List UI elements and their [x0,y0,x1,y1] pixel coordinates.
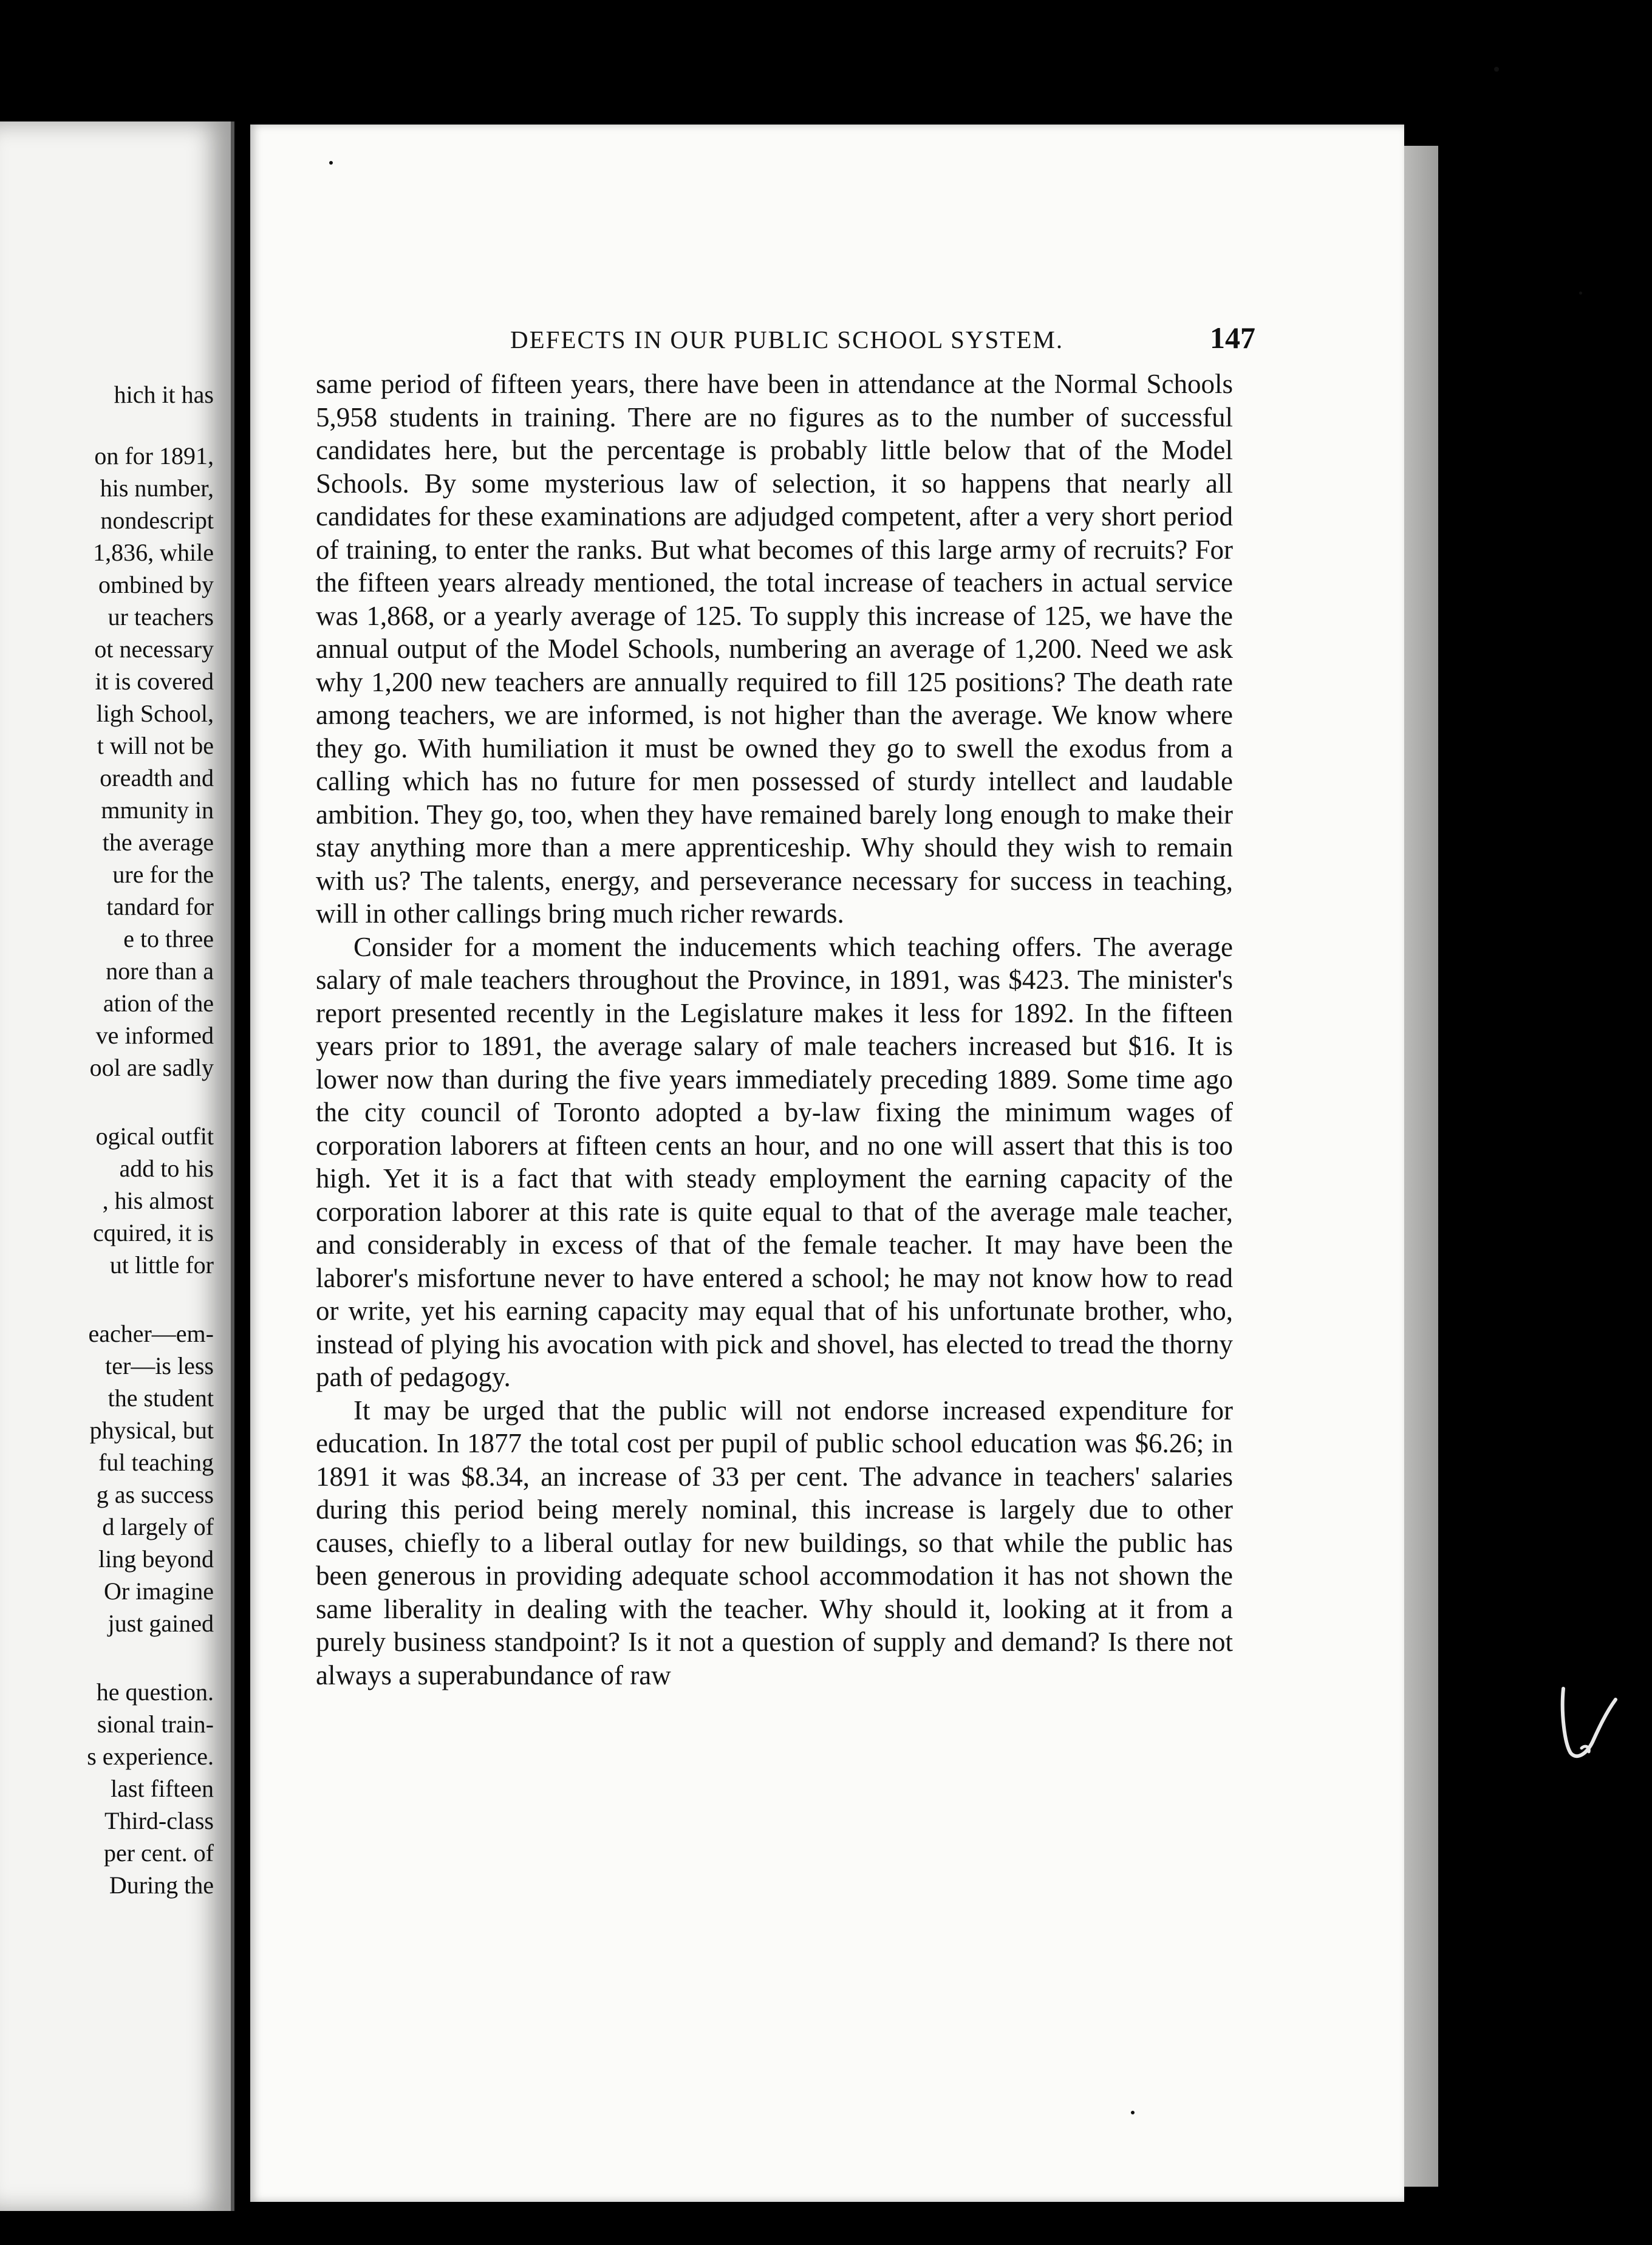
paragraph: It may be urged that the public will not endorse increased expenditure for education. In 1877 the total cost per pupil of public school education was $6.26; in 1891 it was $8.34, an increase of 33 per cent. The advance in teachers' salaries during this period being merely nominal, this increase is largely due to other causes, chiefly to a liberal outlay for new buildings, so that while the public has been generous in providing adequate school accommodation it has not shown the same liberality in dealing with the teacher. Why should it, looking at it from a purely business standpoint? Is it not a question of supply and demand? Is there not always a superabundance of raw [316,1395,1233,1690]
left-page-line: ool are sadly [89,1054,214,1081]
left-page-line: mmunity in [101,796,214,824]
speck [329,161,333,165]
paragraph: Consider for a moment the inducements which teaching offers. The average salary of male teachers throughout the Province, in 1891, was $423. The minister's report presented recently in the Legislature makes it less for 1892. In the fifteen years prior to 1891, the average salary of male teachers increased but $16. It is lower now than during the five years immediately preceding 1889. Some time ago the city council of Toronto adopted a by-law fixing the minimum wages of corporation laborers at fifteen cents an hour, and no one will assert that this is too high. Yet it is a fact that with steady employment the earning capacity of the corporation laborer at this rate is quite equal to that of the average male teacher, and considerably in excess of that of the female teacher. It may have been the laborer's misfortune never to have entered a school; he may not know how to read or write, yet his earning capacity may equal that of his unfortunate brother, who, instead of plying his avocation with pick and shovel, has elected to tread the thorny path of pedagogy. [316,931,1233,1392]
left-page-line: ve informed [95,1022,214,1049]
left-page-line: add to his [119,1155,214,1182]
left-page-line: d largely of [102,1513,214,1540]
left-page-line: oreadth and [100,764,214,791]
left-page-line: , his almost [102,1187,214,1214]
left-page-line: Third-class [104,1807,214,1834]
left-page-line: ombined by [98,571,214,598]
left-page-line: eacher—em- [88,1320,214,1347]
left-page-line: hich it has [114,381,214,408]
left-page-line: his number, [100,474,214,502]
left-page-line: ligh School, [96,700,214,727]
left-page-line: s experience. [87,1743,214,1770]
left-page-line: last fifteen [111,1775,214,1802]
left-page-line: During the [109,1871,214,1899]
left-page-line: Or imagine [103,1577,214,1605]
left-page-line: ut little for [109,1251,214,1279]
left-page-line: sional train- [97,1710,214,1738]
right-page [250,125,1404,2202]
left-page-line: ot necessary [94,635,214,663]
handwritten-mark-icon [1555,1676,1622,1768]
left-page-line: it is covered [95,668,214,695]
left-page-line: the student [108,1384,214,1412]
left-page-line: ur teachers [108,603,214,630]
left-page-line: physical, but [89,1416,214,1444]
left-page-line: ure for the [112,861,214,888]
left-page-line: per cent. of [103,1839,214,1867]
left-page-line: ogical outfit [95,1122,214,1150]
speck [1579,292,1582,295]
left-page-line: cquired, it is [93,1219,214,1246]
left-page-line: g as success [96,1481,214,1508]
left-page-line: on for 1891, [94,442,214,470]
page-number: 147 [1210,321,1255,355]
running-head: DEFECTS IN OUR PUBLIC SCHOOL SYSTEM. [510,326,1064,354]
left-page-line: tandard for [106,893,214,920]
paragraph: same period of fifteen years, there have been in attendance at the Normal Schools 5,958 students in training. There are no figures as to the number of successful candidates here, but the percentage is probably little below that of the Model Schools. By some mysterious law of selection, it so happens that nearly all candidates for these examinations are adjudged competent, after a very short period of training, to enter the ranks. But what becomes of this large army of recruits? For the fifteen years already mentioned, the total increase of teachers in actual service was 1,868, or a yearly average of 125. To supply this increase of 125, we have the annual output of the Model Schools, numbering an average of 1,200. Need we ask why 1,200 new teachers are annually required to fill 125 positions? The death rate among teachers, we are informed, is not higher than the average. We know where they go. With humiliation it must be owned they go to swell the exodus from a calling which has no future for men possessed of sturdy intellect and laudable ambition. They go, too, when they have remained barely long enough to make their stay anything more than a mere apprenticeship. Why should they wish to remain with us? The talents, energy, and perseverance necessary for success in teaching, will in other callings bring much richer rewards. [316,369,1233,929]
left-page-line: nondescript [100,507,214,534]
left-page-line: e to three [123,925,214,952]
left-page-line: 1,836, while [93,539,214,566]
body-text [316,367,1233,1692]
speck [1131,2111,1135,2114]
left-page-line: ter—is less [105,1352,214,1379]
left-page-line: he question. [96,1678,214,1706]
left-page-line: the average [102,829,214,856]
left-page-line: ful teaching [98,1449,214,1476]
left-page-line: nore than a [106,957,214,985]
left-page-line: ling beyond [98,1545,214,1573]
left-page [0,121,234,2211]
left-page-line: ation of the [103,989,214,1017]
speck [1494,67,1499,72]
left-page-line: t will not be [97,732,214,759]
left-page-line: just gained [108,1610,214,1637]
